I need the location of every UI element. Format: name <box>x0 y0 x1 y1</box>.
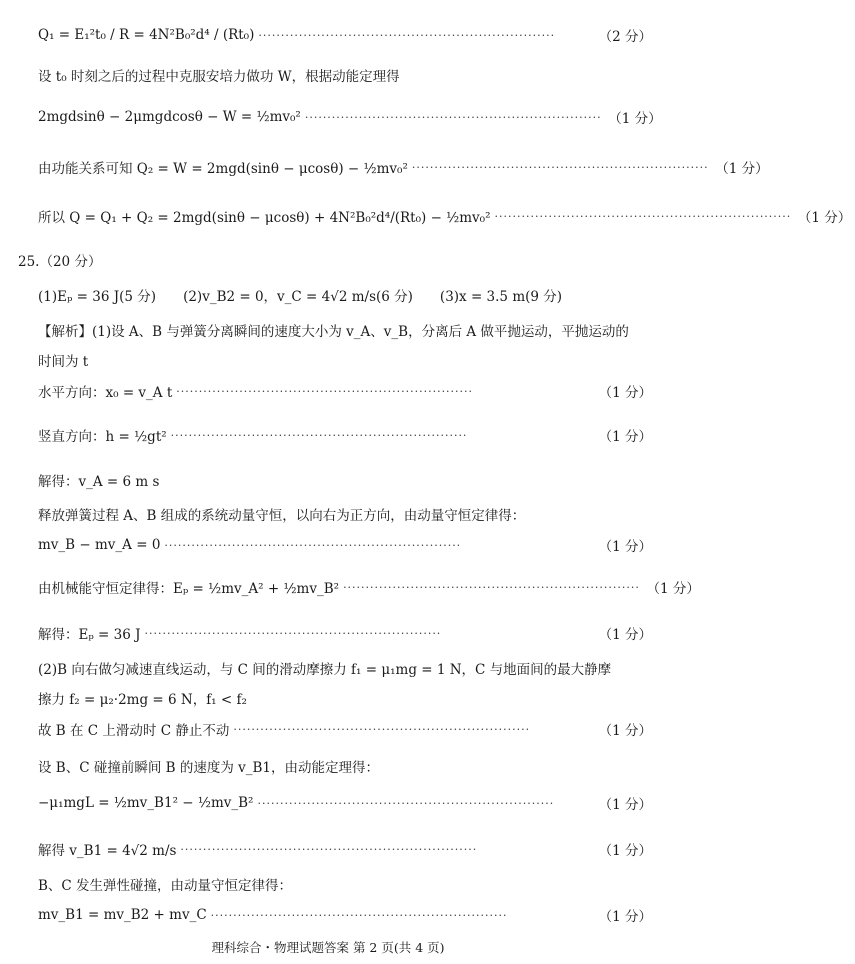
analysis-intro: 【解析】(1)设 A、B 与弹簧分离瞬间的速度大小为 v_A、v_B，分离后 A 做平抛运动，平抛运动的 <box>38 324 629 340</box>
dot-leader: ·································································· <box>494 209 792 223</box>
equation-text: 水平方向：x₀ = v_A t <box>38 385 173 401</box>
part2-intro: (2)B 向右做匀减速直线运动，与 C 间的滑动摩擦力 f₁ = μ₁mg = 1 N，C 与地面间的最大静摩 <box>38 662 612 678</box>
dot-leader: ·································································· <box>164 538 462 552</box>
line-q-total <box>0 198 852 234</box>
line-horizontal <box>0 376 656 406</box>
line-vb1-result <box>0 834 656 864</box>
equation-text: 竖直方向：h = ½gt² <box>38 429 167 445</box>
score-label: （1 分） <box>598 909 652 925</box>
dot-leader: ·································································· <box>144 626 442 640</box>
equation-text: 所以 Q = Q₁ + Q₂ = 2mgd(sinθ − μcosθ) + 4N²B₀²d⁴/(Rt₀) − ½mv₀² <box>38 210 491 226</box>
score-label: （1 分） <box>598 539 652 555</box>
score-label: （1 分） <box>598 429 652 445</box>
equation-text: 由功能关系可知 Q₂ = W = 2mgd(sinθ − μcosθ) − ½mv₀² <box>38 161 408 177</box>
line-c-static <box>0 714 656 744</box>
score-label: （1 分） <box>608 111 662 127</box>
dot-leader: ·································································· <box>258 28 556 42</box>
line-momentum-intro: 释放弹簧过程 A、B 组成的系统动量守恒，以向右为正方向，由动量守恒定律得： <box>38 508 526 524</box>
line-vertical <box>0 418 656 452</box>
score-label: （1 分） <box>598 797 652 813</box>
score-label: （1 分） <box>797 210 852 226</box>
dot-leader: ·································································· <box>180 842 478 856</box>
line-ep-result <box>0 618 656 648</box>
dot-leader: ·································································· <box>343 580 640 594</box>
line-momentum <box>0 530 656 560</box>
dot-leader: ·································································· <box>176 384 474 398</box>
question-number: 25.（20 分） <box>18 254 102 270</box>
score-label: （1 分） <box>598 843 652 859</box>
equation-text: Q₁ = E₁²t₀ / R = 4N²B₀²d⁴ / (Rt₀) <box>38 27 255 43</box>
part2-intro-cont: 擦力 f₂ = μ₂·2mg = 6 N，f₁ < f₂ <box>38 692 247 708</box>
dot-leader: ·································································· <box>170 428 468 442</box>
line-elastic-momentum <box>0 900 656 930</box>
line-work-intro: 设 t₀ 时刻之后的过程中克服安培力做功 W，根据动能定理得 <box>38 69 400 85</box>
line-va-result: 解得：v_A = 6 m s <box>38 474 160 490</box>
page-footer: 理科综合・物理试题答案 第 2 页(共 4 页) <box>211 940 445 955</box>
line-elastic-intro: B、C 发生弹性碰撞，由动量守恒定律得： <box>38 878 293 894</box>
line-energy-conservation <box>0 570 700 604</box>
dot-leader: ·································································· <box>233 722 531 736</box>
score-label: （1 分） <box>598 723 652 739</box>
line-collision-intro: 设 B、C 碰撞前瞬间 B 的速度为 v_B1，由动能定理得： <box>38 760 380 776</box>
line-q1 <box>0 18 656 52</box>
equation-text: mv_B1 = mv_B2 + mv_C <box>38 907 207 923</box>
dot-leader: ·································································· <box>257 796 555 810</box>
score-label: （1 分） <box>598 385 652 401</box>
analysis-intro-cont: 时间为 t <box>38 354 89 370</box>
equation-text: 故 B 在 C 上滑动时 C 静止不动 <box>38 723 230 739</box>
score-label: （1 分） <box>646 581 700 597</box>
score-label: （1 分） <box>715 161 769 177</box>
dot-leader: ·································································· <box>411 160 709 174</box>
score-label: （2 分） <box>598 29 652 45</box>
line-energy-theorem <box>0 100 662 134</box>
score-label: （1 分） <box>598 627 652 643</box>
line-kinetic-theorem <box>0 786 656 820</box>
equation-text: 解得 v_B1 = 4√2 m/s <box>38 843 177 859</box>
equation-text: −μ₁mgL = ½mv_B1² − ½mv_B² <box>38 795 254 811</box>
answer-summary: (1)Eₚ = 36 J(5 分) (2)v_B2 = 0，v_C = 4√2 m/s(6 分) (3)x = 3.5 m(9 分) <box>38 289 563 305</box>
equation-text: 由机械能守恒定律得：Eₚ = ½mv_A² + ½mv_B² <box>38 581 340 597</box>
dot-leader: ·································································· <box>210 908 508 922</box>
line-q2 <box>0 150 769 184</box>
equation-text: 解得：Eₚ = 36 J <box>38 627 141 643</box>
equation-text: mv_B − mv_A = 0 <box>38 537 161 553</box>
dot-leader: ·································································· <box>304 110 602 124</box>
equation-text: 2mgdsinθ − 2μmgdcosθ − W = ½mv₀² <box>38 109 301 125</box>
